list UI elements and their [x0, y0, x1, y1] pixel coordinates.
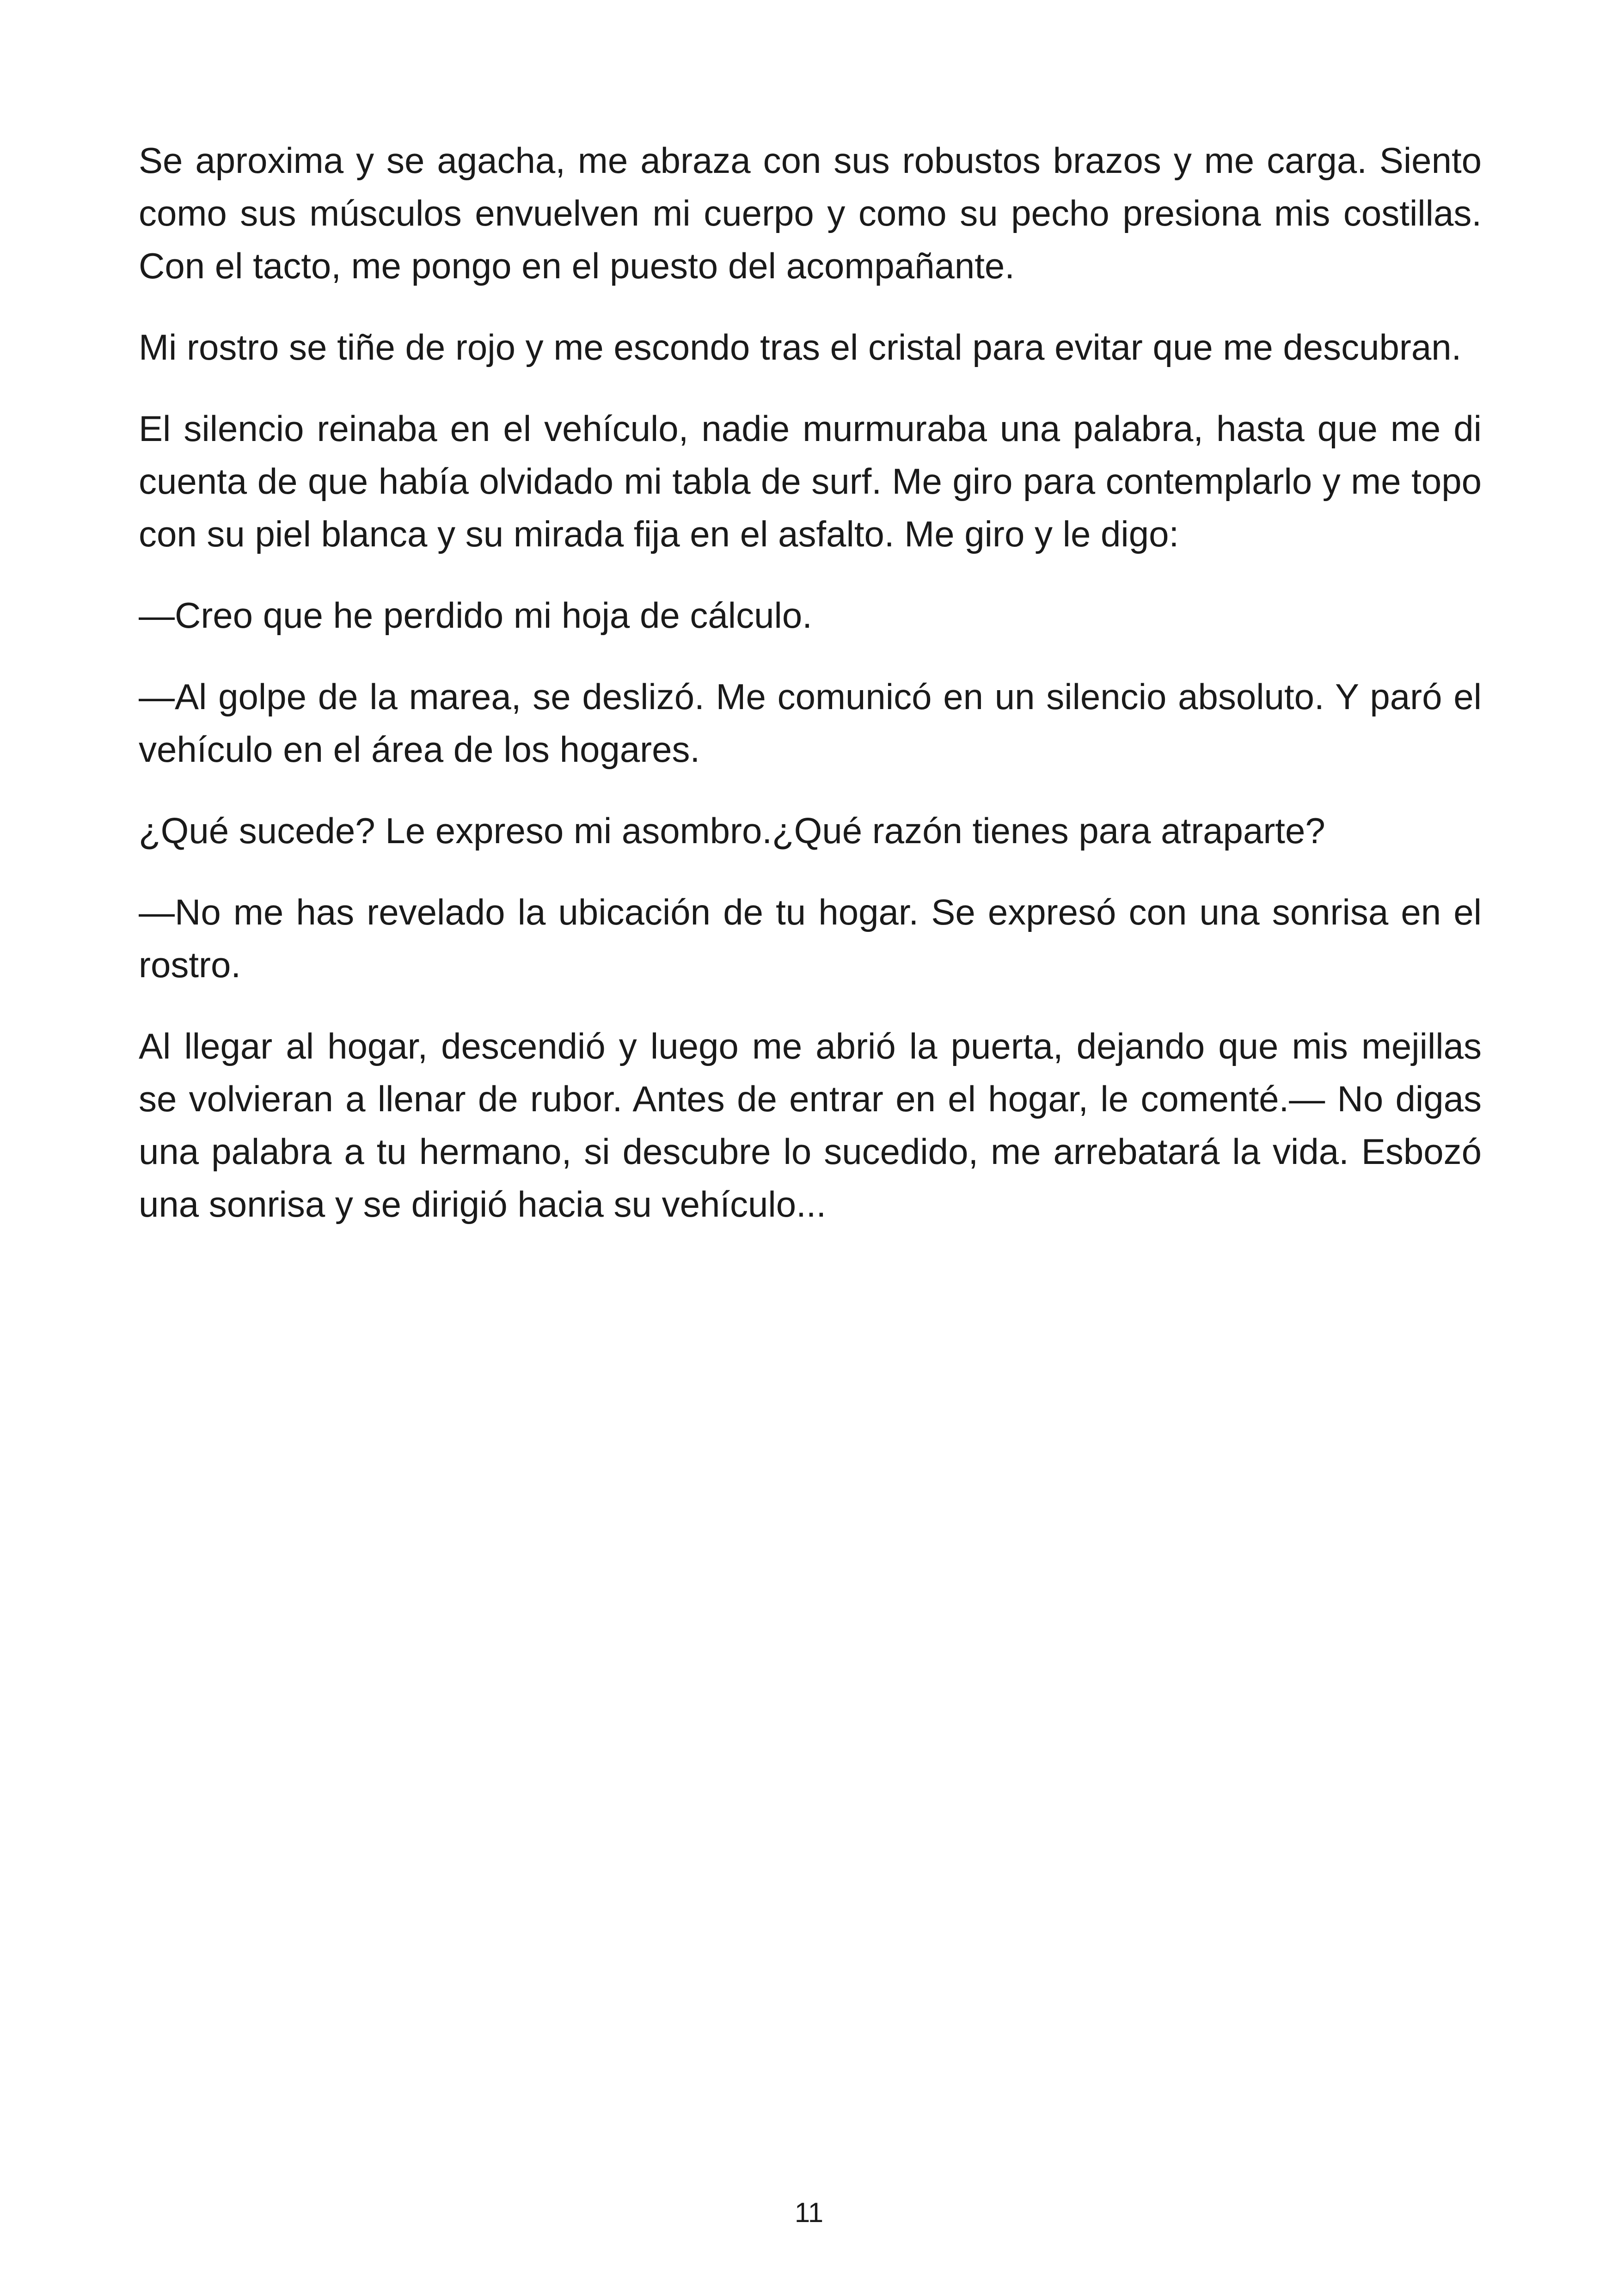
paragraph: El silencio reinaba en el vehículo, nadie murmuraba una palabra, hasta que me di cuenta de que había olvidado mi tabla de surf. Me giro para contemplarlo y me topo con su piel blanca y su mirada fija en el asfalto. Me giro y le digo:	[139, 408, 1482, 554]
paragraph: Se aproxima y se agacha, me abraza con sus robustos brazos y me carga. Siento como sus músculos envuelven mi cuerpo y como su pecho presiona mis costillas. Con el tacto, me pongo en el puesto del acompañante.	[139, 140, 1482, 286]
page-number: 11	[794, 2197, 824, 2228]
body-text	[139, 134, 1482, 1259]
paragraph: Mi rostro se tiñe de rojo y me escondo tras el cristal para evitar que me descubran.	[139, 327, 1462, 367]
paragraph: —Creo que he perdido mi hoja de cálculo.	[139, 595, 812, 636]
paragraph: —Al golpe de la marea, se deslizó. Me comunicó en un silencio absoluto. Y paró el vehículo en el área de los hogares.	[139, 676, 1482, 770]
paragraph: Al llegar al hogar, descendió y luego me abrió la puerta, dejando que mis mejillas se volvieran a llenar de rubor. Antes de entrar en el hogar, le comenté.— No digas una palabra a tu hermano, si descubre lo sucedido, me arrebatará la vida. Esbozó una sonrisa y se dirigió hacia su vehículo...	[139, 1026, 1482, 1225]
paragraph: ¿Qué sucede? Le expreso mi asombro.¿Qué razón tienes para atraparte?	[139, 810, 1325, 851]
paragraph: —No me has revelado la ubicación de tu hogar. Se expresó con una sonrisa en el rostro.	[139, 892, 1482, 985]
